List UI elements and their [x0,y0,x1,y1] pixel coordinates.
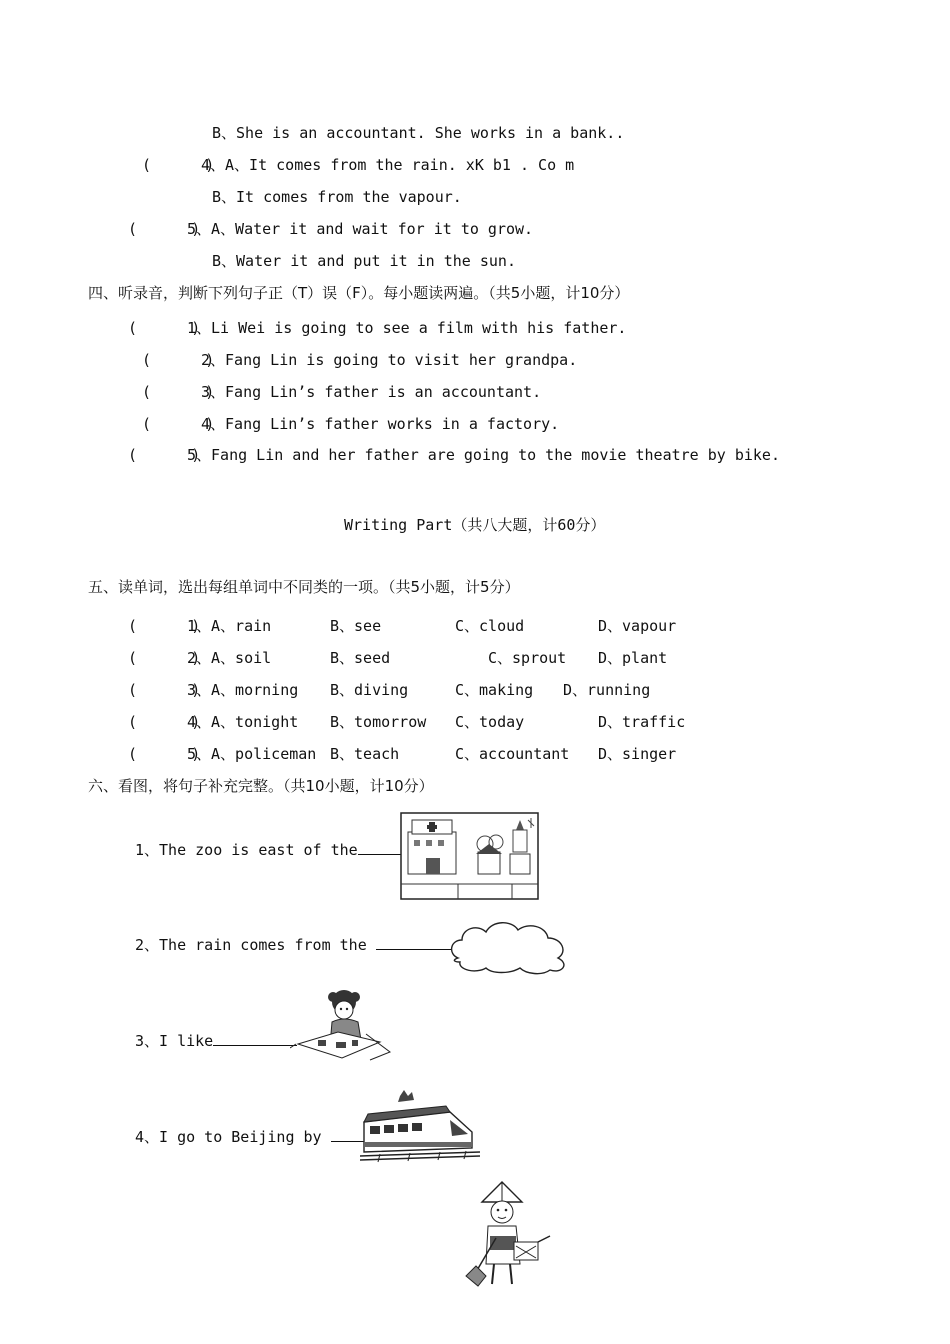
q5-option-b: B、Water it and put it in the sun. [212,252,516,270]
s6-item3 [135,1031,297,1051]
s6-item2 [135,935,466,955]
train-picture [360,1090,482,1166]
s4-item2-paren[interactable]: ( ) [142,351,215,369]
s5-row2-d: D、plant [598,649,668,667]
q5-answer-paren[interactable]: ( ) [128,220,201,238]
s6-item2-text: 2、The rain comes from the [135,936,367,954]
section6-heading: 六、看图，将句子补充完整。（共10小题，计10分） [88,777,434,795]
s5-row4-a: 4、A、tonight [187,713,299,731]
s6-item1-text: 1、The zoo is east of the [135,841,358,859]
q4-option-a: 4、A、It comes from the rain. xK b1 . Co m [201,156,575,174]
s4-item1-paren[interactable]: ( ) [128,319,201,337]
section5-heading: 五、读单词，选出每组单词中不同类的一项。（共5小题，计5分） [88,578,520,596]
s5-row1-a: 1、A、rain [187,617,272,635]
s5-row2-a: 2、A、soil [187,649,272,667]
s4-item3-paren[interactable]: ( ) [142,383,215,401]
s4-item1-text: 1、Li Wei is going to see a film with his father. [187,319,627,337]
street-sweeper-picture [462,1180,554,1290]
s4-item4-text: 4、Fang Lin’s father works in a factory. [201,415,560,433]
q3-option-b: B、She is an accountant. She works in a bank.. [212,124,625,142]
s4-item3-text: 3、Fang Lin’s father is an accountant. [201,383,542,401]
s5-row4-c: C、today [455,713,525,731]
s5-row5-b: B、teach [330,745,400,763]
s5-row4-d: D、traffic [598,713,686,731]
s5-row2-b: B、seed [330,649,391,667]
s5-row5-d: D、singer [598,745,677,763]
cloud-picture [448,918,572,976]
s4-item4-paren[interactable]: ( ) [142,415,215,433]
s6-item1 [135,840,420,860]
s5-row2-c: C、sprout [488,649,567,667]
map-picture [400,812,540,902]
s5-row3-a: 3、A、morning [187,681,299,699]
s5-row1-c: C、cloud [455,617,525,635]
q4-answer-paren[interactable]: ( ) [142,156,215,174]
s5-row5-a: 5、A、policeman [187,745,317,763]
s6-item4 [135,1127,373,1147]
q4-option-b: B、It comes from the vapour. [212,188,462,206]
s5-row3-d: D、running [563,681,651,699]
section4-heading: 四、听录音，判断下列句子正（T）误（F）。每小题读两遍。（共5小题，计10分） [88,284,630,302]
girl-reading-picture [290,988,394,1064]
s4-item5-text: 5、Fang Lin and her father are going to the movie theatre by bike. [187,446,780,464]
s4-item5-paren[interactable]: ( ) [128,446,201,464]
q5-option-a: 5、A、Water it and wait for it to grow. [187,220,534,238]
s5-row4-b: B、tomorrow [330,713,427,731]
s6-item3-blank[interactable] [213,1031,297,1046]
s5-row4-paren[interactable]: ( ) [128,713,201,731]
s5-row3-b: B、diving [330,681,409,699]
s5-row1-d: D、vapour [598,617,677,635]
s5-row2-paren[interactable]: ( ) [128,649,201,667]
s6-item3-text: 3、I like [135,1032,214,1050]
s5-row5-paren[interactable]: ( ) [128,745,201,763]
writing-part-heading: Writing Part（共八大题，计60分） [344,516,606,534]
s5-row5-c: C、accountant [455,745,570,763]
s5-row1-paren[interactable]: ( ) [128,617,201,635]
s6-item4-text: 4、I go to Beijing by [135,1128,322,1146]
s5-row1-b: B、see [330,617,382,635]
s5-row3-paren[interactable]: ( ) [128,681,201,699]
s5-row3-c: C、making [455,681,534,699]
s4-item2-text: 2、Fang Lin is going to visit her grandpa. [201,351,578,369]
